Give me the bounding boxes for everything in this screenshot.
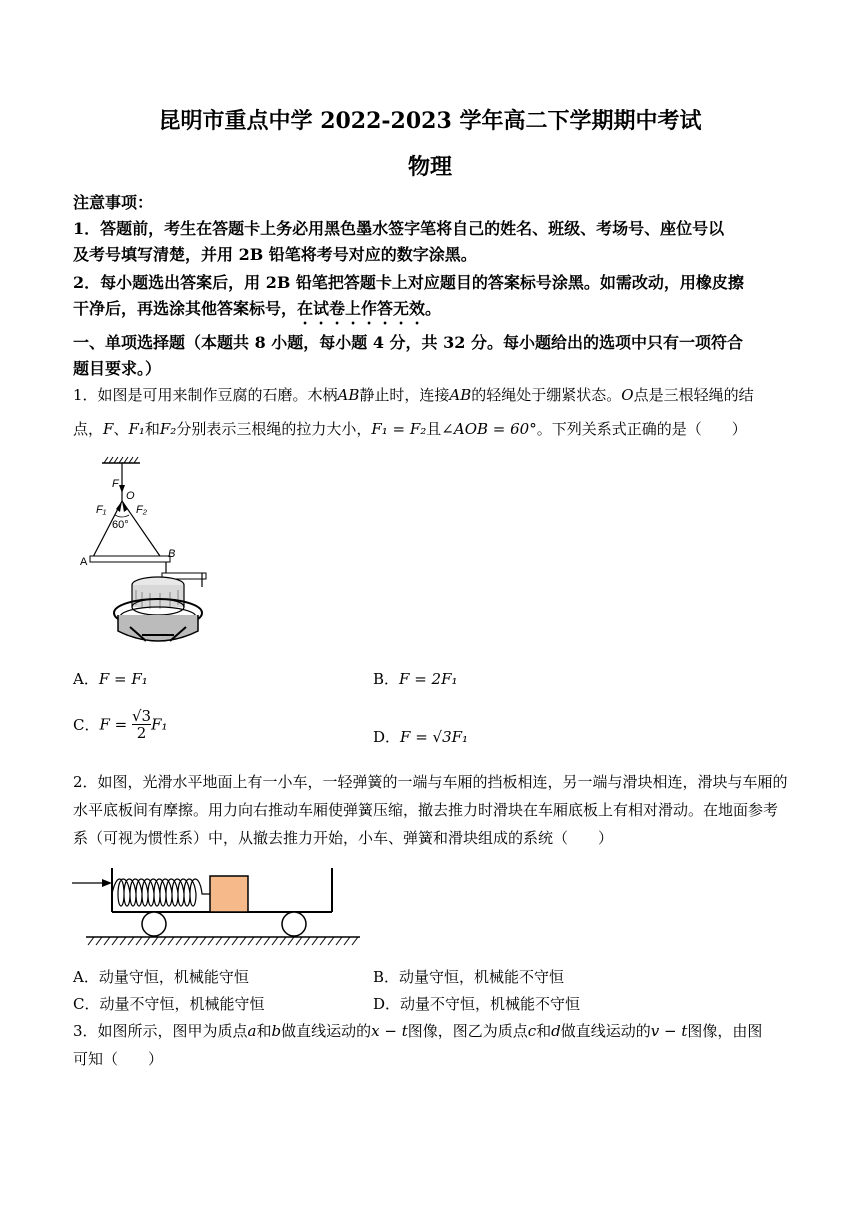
label-o: O	[126, 490, 135, 502]
subject-title: 物理	[407, 154, 452, 180]
q3-text-e: 做直线运动的	[281, 1022, 372, 1040]
note-1-line-1: 1．答题前，考生在答题卡上务必用黑色墨水签字笔将自己的姓名、班级、考场号、座位号以	[73, 219, 725, 238]
q3-math-d: d	[551, 1022, 561, 1040]
q2-line-2: 水平底板间有摩擦。用力向右推动车厢使弹簧压缩，撤去推力时滑块在车厢底板上有相对滑动。在地面参考	[73, 801, 779, 819]
label-f1: F₁	[96, 504, 107, 516]
q1-text-c: 静止时，连接	[359, 386, 450, 404]
q1-line-2	[73, 418, 747, 439]
q2-option-a[interactable]: A．动量守恒，机械能守恒	[73, 968, 249, 986]
q1-option-c-fraction	[132, 708, 151, 741]
label-angle: 60°	[112, 519, 129, 531]
note-2-part-a: 干净后，再选涂其他答案标号，	[73, 299, 298, 318]
q1-option-c-label: C．	[73, 716, 100, 734]
q3-text-i: 和	[536, 1022, 552, 1040]
q1-text-2c: 、	[113, 420, 129, 438]
q1-text-2e: 和	[144, 420, 160, 438]
note-2-emphasis: 在试卷上作答无效	[297, 299, 426, 318]
note-2-part-c: 。	[425, 299, 442, 318]
q3-text-k: 做直线运动的	[560, 1022, 651, 1040]
q1-option-b-label: B．	[373, 670, 400, 688]
q1-option-a[interactable]	[73, 668, 148, 689]
slider-block	[210, 876, 248, 912]
q2-option-c[interactable]: C．动量不守恒，机械能守恒	[73, 995, 265, 1013]
q3-math-a: a	[247, 1022, 257, 1040]
q3-line-2: 可知（ ）	[73, 1050, 164, 1068]
q2-option-b[interactable]: B．动量守恒，机械能不守恒	[373, 968, 565, 986]
q3-math-vt: v − t	[650, 1022, 688, 1040]
q1-option-d-label: D．	[373, 728, 401, 746]
q1-option-c-num: √3	[132, 707, 152, 725]
q1-text-a: 1．如图是可用来制作豆腐的石磨。木柄	[73, 386, 338, 404]
q3-math-xt: x − t	[371, 1022, 408, 1040]
q3-math-c: c	[527, 1022, 537, 1040]
q1-option-d[interactable]	[373, 726, 468, 747]
note-1-line-2: 及考号填写清楚，并用 2B 铅笔将考号对应的数字涂黑。	[73, 245, 477, 264]
q3-text-a: 3．如图所示，图甲为质点	[73, 1022, 248, 1040]
q3-text-c: 和	[256, 1022, 272, 1040]
q2-cart-spring-figure	[72, 862, 364, 948]
q1-option-c-post: F₁	[151, 715, 168, 734]
q2-line-3: 系（可视为惯性系）中，从撤去推力开始，小车、弹簧和滑块组成的系统（ ）	[73, 829, 614, 847]
q1-text-2i: 且	[426, 420, 442, 438]
q1-math-f: F	[103, 420, 114, 438]
note-2-line-2	[73, 296, 441, 328]
q2-option-d[interactable]: D．动量不守恒，机械能不守恒	[373, 995, 581, 1013]
q1-text-e: 的轻绳处于绷紧状态。	[471, 386, 622, 404]
q1-option-a-label: A．	[73, 670, 99, 688]
q1-option-a-text: F = F₁	[98, 670, 148, 688]
q3-text-m: 图像，由图	[687, 1022, 763, 1040]
q1-option-c[interactable]	[73, 708, 168, 741]
section-1-line-2: 题目要求。）	[73, 359, 162, 378]
q3-line-1	[73, 1020, 762, 1041]
q1-stone-mill-figure	[74, 455, 219, 655]
label-b: B	[168, 548, 176, 560]
q1-math-f2: F₂	[159, 420, 177, 438]
q1-option-b-text: F = 2F₁	[399, 670, 458, 688]
q1-text-2k: 。下列关系式正确的是（ ）	[536, 420, 747, 438]
q1-line-1	[73, 384, 754, 405]
label-f: F	[112, 478, 119, 490]
q1-option-c-pre: F =	[99, 715, 132, 734]
q2-line-1: 2．如图，光滑水平地面上有一小车，一轻弹簧的一端与车厢的挡板相连，另一端与滑块相连，滑块与车厢的	[73, 773, 788, 791]
q1-math-f1: F₁	[128, 420, 145, 438]
exam-title: 昆明市重点中学 2022-2023 学年高二下学期期中考试	[158, 108, 702, 134]
q1-option-b[interactable]	[373, 668, 458, 689]
q1-math-ab-1: AB	[337, 386, 360, 404]
label-a: A	[80, 556, 88, 568]
q1-math-o: O	[621, 386, 634, 404]
q1-text-2g: 分别表示三根绳的拉力大小，	[176, 420, 372, 438]
q1-math-angle: ∠AOB = 60°	[441, 420, 537, 438]
q3-text-g: 图像，图乙为质点	[407, 1022, 528, 1040]
note-2-line-1: 2．每小题选出答案后，用 2B 铅笔把答题卡上对应题目的答案标号涂黑。如需改动，用橡皮擦	[73, 273, 744, 292]
q1-math-equal: F₁ = F₂	[371, 420, 427, 438]
q1-option-d-text: F = √3F₁	[400, 728, 469, 746]
label-f2: F₂	[136, 504, 147, 516]
notes-heading: 注意事项：	[73, 193, 154, 212]
q1-option-c-den: 2	[136, 724, 147, 742]
q1-math-ab-2: AB	[449, 386, 472, 404]
q1-text-2a: 点，	[73, 420, 104, 438]
q3-math-b: b	[271, 1022, 282, 1040]
q1-text-g: 点是三根轻绳的结	[633, 386, 754, 404]
section-1-line-1: 一、单项选择题（本题共 8 小题，每小题 4 分，共 32 分。每小题给出的选项中只有一项符合	[73, 333, 743, 352]
